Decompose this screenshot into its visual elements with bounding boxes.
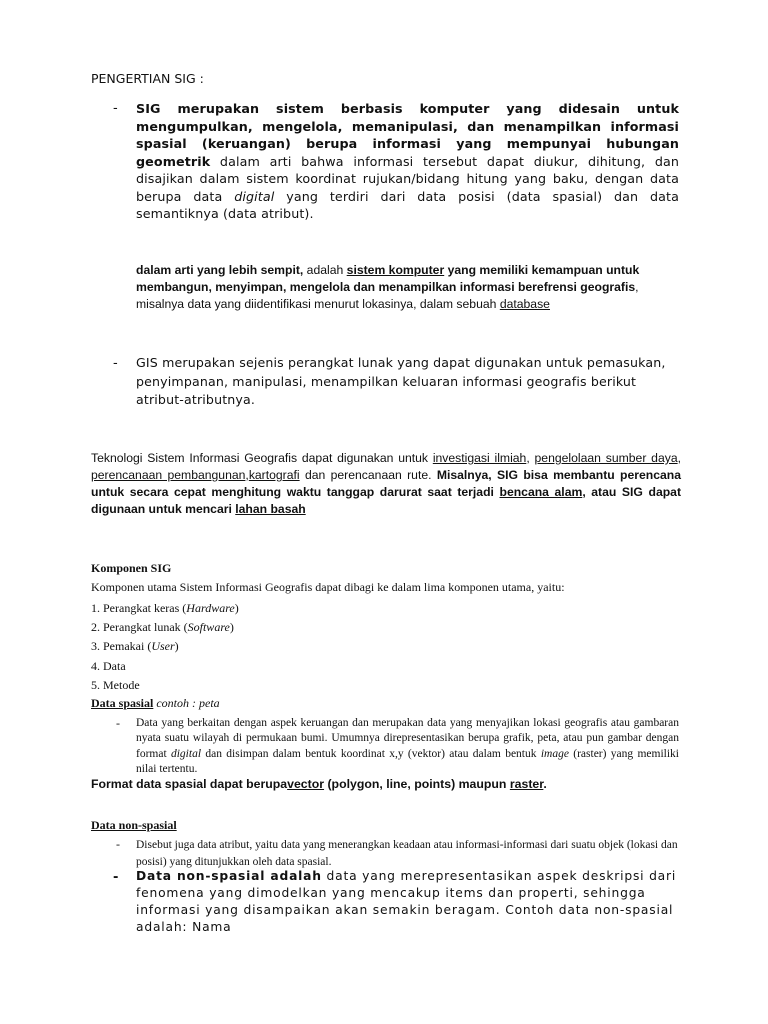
- spasial-title-line: [91, 696, 220, 711]
- link-raster[interactable]: raster: [509, 777, 544, 791]
- link-investigasi-ilmiah[interactable]: investigasi ilmiah: [432, 451, 527, 465]
- p4-bold2: , atau SIG dapat digunaan untuk mencari: [91, 485, 681, 516]
- item-1-prefix: 1. Perangkat keras (: [91, 601, 187, 615]
- item-4-prefix: 4. Data: [91, 658, 126, 673]
- p2-bold2: yang memiliki kemampuan untuk membangun, menyimpan, mengelola dan menampilkan informasi berefrensi geografis: [136, 263, 640, 294]
- spasial-title: Data spasial: [91, 696, 154, 710]
- bullet-dash-1: -: [113, 101, 118, 116]
- spasial-italic1: digital: [170, 747, 202, 760]
- link-vector[interactable]: vector: [287, 777, 325, 791]
- link-sistem-komputer[interactable]: sistem komputer: [346, 263, 445, 277]
- item-1-italic: Hardware: [186, 601, 235, 615]
- komponen-item-4: [91, 657, 239, 676]
- p2-text1: adalah: [303, 263, 347, 277]
- teknologi-paragraph: [91, 450, 681, 518]
- item-1-suffix: ): [234, 601, 239, 615]
- definition-paragraph-1: [136, 100, 679, 223]
- format-text1: Format data spasial dapat berupa: [91, 777, 288, 791]
- komponen-intro: Komponen utama Sistem Informasi Geografis dapat dibagi ke dalam lima komponen utama, yaitu:: [91, 580, 565, 594]
- link-bencana-alam[interactable]: bencana alam: [499, 485, 583, 499]
- p1-text1: dalam arti bahwa informasi tersebut dapat diukur, dihitung, dan disajikan dalam sistem koordinat rujukan/bidang hitung yang baku, dengan data berupa data: [136, 153, 679, 204]
- p1-italic: digital: [234, 188, 275, 204]
- p1-bold: SIG merupakan sistem berbasis komputer yang didesain untuk mengumpulkan, mengelola, memanipulasi, dan menampilkan informasi spasial (keruangan) berupa informasi yang mempunyai hubungan geometrik: [136, 101, 679, 169]
- nonspasial-title: [91, 818, 177, 833]
- p2-text2: , misalnya data yang diidentifikasi menurut lokasinya, dalam sebuah: [136, 280, 639, 311]
- format-text2: (polygon, line, points) maupun: [324, 777, 510, 791]
- item-3-italic: User: [151, 639, 175, 654]
- spasial-text3: (raster) yang memiliki nilai tertentu.: [136, 747, 679, 775]
- spasial-text2: dan disimpan dalam bentuk koordinat x,y (vektor) atau dalam bentuk: [201, 747, 541, 760]
- page-heading: PENGERTIAN SIG :: [91, 71, 204, 86]
- nonspasial-bullet-1: Disebut juga data atribut, yaitu data yang menerangkan keadaan atau informasi-informasi dari suatu objek (lokasi dan posisi) yang ditunjukkan oleh data spasial.: [136, 839, 678, 868]
- link-kartografi[interactable]: kartografi: [248, 468, 300, 482]
- definition-paragraph-2: [136, 262, 679, 313]
- format-line: [91, 777, 547, 791]
- nonspasial-bullet-2: [136, 868, 679, 936]
- item-3-prefix: 3. Pemakai (: [91, 639, 152, 654]
- spasial-paragraph: [136, 716, 679, 777]
- p4-text2: dan perencanaan rute.: [299, 468, 437, 482]
- p4-text1: Teknologi Sistem Informasi Geografis dapat digunakan untuk: [91, 451, 433, 465]
- link-lahan-basah[interactable]: lahan basah: [235, 502, 306, 516]
- link-pengelolaan-sumber-daya[interactable]: pengelolaan sumber daya: [534, 451, 678, 465]
- p2-bold1: dalam arti yang lebih sempit,: [136, 263, 304, 277]
- spasial-example: contoh : peta: [153, 696, 220, 710]
- p4-bold1: Misalnya, SIG bisa membantu perencana untuk secara cepat menghitung waktu tanggap darurat saat terjadi: [91, 468, 681, 499]
- item-2-italic: Software: [187, 620, 230, 635]
- link-database[interactable]: database: [499, 297, 550, 311]
- nonspasial-title-text: Data non-spasial: [91, 818, 177, 832]
- format-text3: .: [543, 777, 547, 791]
- bullet-dash-4: -: [116, 837, 120, 851]
- bullet-dash-5: -: [113, 870, 119, 885]
- p4-sep1: ,: [526, 451, 535, 465]
- bullet-dash-3: -: [116, 716, 120, 730]
- gis-paragraph: GIS merupakan sejenis perangkat lunak yang dapat digunakan untuk pemasukan, penyimpanan, manipulasi, menampilkan keluaran informasi geografis berikut atribut-atributnya.: [136, 355, 666, 407]
- komponen-item-5: [91, 676, 239, 695]
- p1-text2: yang terdiri dari data posisi (data spasial) dan data semantiknya (data atribut).: [136, 188, 679, 221]
- item-3-suffix: ): [174, 639, 179, 654]
- spasial-italic2: image: [540, 747, 569, 760]
- item-2-suffix: ): [229, 620, 234, 635]
- komponen-title: Komponen SIG: [91, 561, 172, 575]
- p4-sep3: ,: [245, 468, 249, 482]
- p4-sep2: ,: [677, 451, 681, 465]
- nonspasial-b2-bold: Data non-spasial adalah: [136, 869, 322, 883]
- komponen-item-1: [91, 599, 239, 618]
- komponen-list: [91, 599, 239, 695]
- komponen-item-2: [91, 618, 239, 637]
- item-2-prefix: 2. Perangkat lunak (: [91, 620, 188, 635]
- bullet-dash-2: -: [113, 356, 118, 371]
- link-perencanaan-pembangunan[interactable]: perencanaan pembangunan: [91, 468, 246, 482]
- item-5-prefix: 5. Metode: [91, 677, 140, 692]
- komponen-item-3: [91, 637, 239, 656]
- nonspasial-b2-text: data yang merepresentasikan aspek deskripsi dari fenomena yang dimodelkan yang mencakup items dan properti, sehingga informasi yang disampaikan akan semakin beragam. Contoh data non-spasial adalah: Nama: [136, 869, 677, 934]
- spasial-text1: Data yang berkaitan dengan aspek keruangan dan merupakan data yang menyajikan lokasi geografis atau gambaran nyata suatu wilayah di permukaan bumi. Umumnya direpresentasikan berupa grafik, peta, atau pun gambar dengan format: [136, 717, 679, 760]
